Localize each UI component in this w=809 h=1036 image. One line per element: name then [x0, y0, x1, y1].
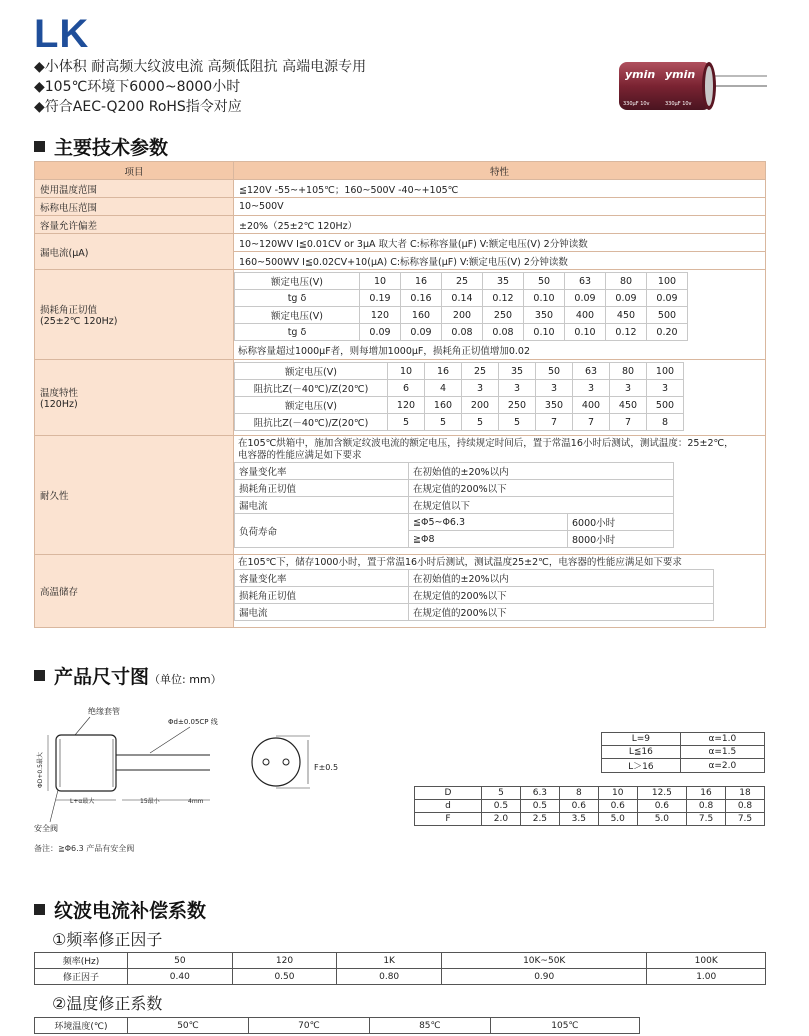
table-cell: 0.20: [647, 324, 688, 341]
top-view-circle: [252, 738, 300, 786]
table-cell: 5.0: [637, 813, 686, 826]
section-bullet-icon: [34, 670, 45, 681]
sleeve-label: 绝缘套管: [88, 707, 120, 716]
table-cell: 105℃: [490, 1018, 639, 1034]
leakage-line2: 160~500WV I≦0.02CV+10(μA) C:标称容量(μF) V:额定电压(V) 2分钟读数: [234, 252, 766, 270]
table-cell: 50: [536, 363, 573, 380]
table-cell: 10: [360, 273, 401, 290]
section-spec-title: 主要技术参数: [54, 137, 169, 159]
table-cell: 5.0: [598, 813, 637, 826]
table-cell: 0.19: [360, 290, 401, 307]
table-cell: 25: [442, 273, 483, 290]
tan-table: [234, 272, 688, 341]
table-cell: 8: [647, 414, 684, 431]
table-cell: 0.12: [606, 324, 647, 341]
table-row: [235, 380, 684, 397]
table-cell: 16: [401, 273, 442, 290]
end-row-value: 在初始值的±20%以内: [409, 463, 674, 480]
cap-label-right: 330μF 10v: [665, 101, 692, 107]
table-cell: 修正因子: [35, 969, 128, 985]
table-cell: D: [415, 787, 482, 800]
table-cell: 3: [647, 380, 684, 397]
table-cell: 频率(Hz): [35, 953, 128, 969]
table-cell: 350: [536, 397, 573, 414]
drawing-note: 备注：≧Φ6.3 产品有安全阀: [34, 844, 135, 853]
table-cell: 0.6: [598, 800, 637, 813]
table-cell: 3: [573, 380, 610, 397]
freq-subtitle: ①频率修正因子: [52, 930, 163, 949]
table-cell: 额定电压(V): [235, 307, 360, 324]
table-cell: 0.40: [128, 969, 233, 985]
table-cell: 50: [128, 953, 233, 969]
spec-table: [34, 161, 766, 628]
table-row: [235, 324, 688, 341]
table-row: [35, 969, 766, 985]
section-bullet-icon: [34, 904, 45, 915]
table-cell: 16: [687, 787, 726, 800]
end-row-label: 容量变化率: [235, 463, 409, 480]
lead-hole-2: [283, 759, 289, 765]
feature-1: ◆小体积 耐高频大纹波电流 高频低阻抗 高端电源专用: [34, 59, 367, 75]
table-cell: 7.5: [687, 813, 726, 826]
table-row: [235, 307, 688, 324]
table-cell: 25: [462, 363, 499, 380]
table-cell: 5: [462, 414, 499, 431]
temp-range-label: 使用温度范围: [35, 180, 234, 198]
table-cell: 10: [598, 787, 637, 800]
tan-label-2: (25±2℃ 120Hz): [40, 316, 118, 327]
tan-label: [35, 270, 234, 360]
table-cell: 0.09: [647, 290, 688, 307]
tempchar-label-1: 温度特性: [40, 388, 79, 399]
table-row: [35, 953, 766, 969]
table-cell: 0.90: [441, 969, 646, 985]
table-row: [235, 273, 688, 290]
alpha-table: [601, 732, 765, 773]
table-cell: 18: [725, 787, 764, 800]
tan-note: 标称容量超过1000μF者，则每增加1000μF，损耗角正切值增加0.02: [238, 346, 531, 357]
end-row-value: 在规定值的200%以下: [409, 480, 674, 497]
table-cell: 500: [647, 307, 688, 324]
table-cell: 0.10: [565, 324, 606, 341]
table-cell: 0.50: [232, 969, 337, 985]
table-cell: 120: [388, 397, 425, 414]
tempchar-label: [35, 360, 234, 436]
table-cell: 7: [536, 414, 573, 431]
end-row-label: 漏电流: [235, 497, 409, 514]
table-cell: 70℃: [248, 1018, 369, 1034]
table-cell: 500: [647, 397, 684, 414]
table-cell: 250: [483, 307, 524, 324]
table-cell: 120: [360, 307, 401, 324]
table-cell: 0.5: [520, 800, 559, 813]
table-cell: L＞16: [602, 759, 681, 773]
temp-table: [34, 1017, 640, 1034]
section-ripple-title: 纹波电流补偿系数: [54, 900, 207, 922]
lead2-label: 4mm: [188, 798, 204, 805]
table-cell: 1.00: [647, 969, 766, 985]
table-cell: 6.3: [520, 787, 559, 800]
table-cell: α=2.0: [680, 759, 764, 773]
table-cell: 450: [606, 307, 647, 324]
life-hours: 8000小时: [568, 531, 674, 548]
cap-brand: ymin: [625, 68, 656, 81]
table-cell: tg δ: [235, 290, 360, 307]
table-cell: 3: [462, 380, 499, 397]
feature-3: ◆符合AEC-Q200 RoHS指令对应: [34, 99, 242, 115]
table-cell: 16: [425, 363, 462, 380]
table-cell: 0.09: [606, 290, 647, 307]
table-cell: 250: [499, 397, 536, 414]
table-cell: 85℃: [369, 1018, 490, 1034]
table-row: [602, 733, 765, 746]
table-cell: 50℃: [128, 1018, 249, 1034]
endurance-table: [234, 462, 674, 548]
table-cell: 63: [573, 363, 610, 380]
table-cell: F: [415, 813, 482, 826]
storage-row-label: 损耗角正切值: [235, 587, 409, 604]
table-row: [235, 363, 684, 380]
product-title: LK: [34, 12, 90, 56]
end-row-label: 损耗角正切值: [235, 480, 409, 497]
table-cell: 3: [610, 380, 647, 397]
table-cell: 450: [610, 397, 647, 414]
table-cell: 0.08: [442, 324, 483, 341]
table-cell: 80: [610, 363, 647, 380]
table-cell: 0.6: [637, 800, 686, 813]
table-row: [415, 787, 765, 800]
table-cell: L=9: [602, 733, 681, 746]
table-cell: 400: [573, 397, 610, 414]
table-cell: 160: [401, 307, 442, 324]
table-cell: 0.80: [337, 969, 442, 985]
table-cell: 35: [499, 363, 536, 380]
table-cell: 环境温度(℃): [35, 1018, 128, 1034]
wire-label: Φd±0.05CP 线: [168, 718, 218, 726]
life-hours: 6000小时: [568, 514, 674, 531]
table-cell: 0.5: [482, 800, 521, 813]
freq-table: [34, 952, 766, 985]
dim-table: [414, 786, 765, 826]
table-cell: 额定电压(V): [235, 363, 388, 380]
life-size: ≦Φ5~Φ6.3: [409, 514, 568, 531]
table-row: [235, 290, 688, 307]
spec-head-item: 项目: [35, 162, 234, 180]
table-row: [415, 813, 765, 826]
tempchar-label-2: (120Hz): [40, 399, 78, 410]
spec-head-char: 特性: [234, 162, 766, 180]
table-cell: 2.5: [520, 813, 559, 826]
storage-row-label: 容量变化率: [235, 570, 409, 587]
table-cell: 阻抗比Z(－40℃)/Z(20℃): [235, 414, 388, 431]
table-cell: 120: [232, 953, 337, 969]
storage-row-label: 漏电流: [235, 604, 409, 621]
table-cell: 12.5: [637, 787, 686, 800]
table-cell: 200: [442, 307, 483, 324]
table-cell: 0.12: [483, 290, 524, 307]
table-cell: 200: [462, 397, 499, 414]
section-bullet-icon: [34, 141, 45, 152]
table-cell: 50: [524, 273, 565, 290]
storage-intro: 在105℃下，储存1000小时，置于常温16小时后测试，测试温度25±2℃，电容器的性能应满足如下要求: [238, 557, 682, 568]
tempchar-table: [234, 362, 684, 431]
table-cell: 额定电压(V): [235, 397, 388, 414]
storage-label: 高温储存: [35, 555, 234, 628]
endurance-label: 耐久性: [35, 436, 234, 555]
table-cell: 8: [559, 787, 598, 800]
cap-label-left: 330μF 10v: [623, 101, 650, 107]
table-cell: 0.09: [565, 290, 606, 307]
capacitor-image: [615, 58, 770, 114]
table-cell: d: [415, 800, 482, 813]
table-row: [235, 414, 684, 431]
table-cell: 160: [425, 397, 462, 414]
table-cell: tg δ: [235, 324, 360, 341]
table-cell: 0.8: [687, 800, 726, 813]
table-row: [35, 1018, 640, 1034]
life-label: 负荷寿命: [235, 514, 409, 548]
voltage-label: 标称电压范围: [35, 198, 234, 216]
table-row: [235, 397, 684, 414]
table-cell: 5: [388, 414, 425, 431]
table-cell: 0.09: [401, 324, 442, 341]
table-cell: 1K: [337, 953, 442, 969]
lead-label: 15最小: [140, 798, 160, 805]
table-cell: 3: [536, 380, 573, 397]
table-cell: 0.10: [524, 324, 565, 341]
len-label: L+α最大: [70, 798, 95, 805]
table-cell: 100: [647, 273, 688, 290]
storage-row-value: 在规定值的200%以下: [409, 587, 714, 604]
table-cell: 100: [647, 363, 684, 380]
table-cell: 10K~50K: [441, 953, 646, 969]
tolerance-value: ±20%（25±2℃ 120Hz）: [234, 216, 766, 234]
storage-row-value: 在初始值的±20%以内: [409, 570, 714, 587]
table-cell: 5: [425, 414, 462, 431]
section-dim-unit: （单位: mm）: [149, 673, 222, 686]
feature-2: ◆105℃环境下6000~8000小时: [34, 79, 241, 95]
table-cell: 0.10: [524, 290, 565, 307]
table-cell: 0.09: [360, 324, 401, 341]
table-row: [602, 746, 765, 759]
table-row: [602, 759, 765, 773]
temp-range-value: ≦120V -55~+105℃；160~500V -40~+105℃: [234, 180, 766, 198]
table-cell: α=1.0: [680, 733, 764, 746]
table-cell: 3.5: [559, 813, 598, 826]
vent-label: 安全阀: [34, 824, 58, 833]
table-cell: 7: [610, 414, 647, 431]
temp-subtitle: ②温度修正系数: [52, 994, 163, 1013]
leakage-label: 漏电流(μA): [35, 234, 234, 270]
table-cell: 80: [606, 273, 647, 290]
section-spec-heading: [34, 133, 168, 160]
endurance-intro-2: 电容器的性能应满足如下要求: [238, 450, 362, 461]
table-cell: 5: [482, 787, 521, 800]
table-cell: 4: [425, 380, 462, 397]
table-cell: 100K: [647, 953, 766, 969]
voltage-value: 10~500V: [234, 198, 766, 216]
leakage-line1: 10~120WV I≦0.01CV or 3μA 取大者 C:标称容量(μF) V:额定电压(V) 2分钟读数: [234, 234, 766, 252]
table-cell: 0.6: [559, 800, 598, 813]
dimension-drawing: [30, 700, 380, 840]
storage-table: [234, 569, 714, 621]
dia-label: ΦD+0.5最大: [37, 752, 44, 788]
table-cell: 7: [573, 414, 610, 431]
end-row-value: 在规定值以下: [409, 497, 674, 514]
endurance-intro-1: 在105℃烘箱中，施加含额定纹波电流的额定电压，持续规定时间后，置于常温16小时后测试，测试温度：25±2℃，: [238, 438, 734, 449]
cap-brand-2: ymin: [665, 68, 696, 81]
table-row: [415, 800, 765, 813]
storage-row-value: 在规定值的200%以下: [409, 604, 714, 621]
f-label: F±0.5: [314, 763, 339, 772]
lead-hole-1: [263, 759, 269, 765]
table-cell: 0.8: [725, 800, 764, 813]
table-cell: 35: [483, 273, 524, 290]
tolerance-label: 容量允许偏差: [35, 216, 234, 234]
table-cell: L≦16: [602, 746, 681, 759]
section-dim-title: 产品尺寸图: [54, 666, 150, 688]
table-cell: 63: [565, 273, 606, 290]
table-cell: 6: [388, 380, 425, 397]
table-cell: α=1.5: [680, 746, 764, 759]
life-size: ≧Φ8: [409, 531, 568, 548]
table-cell: 阻抗比Z(－40℃)/Z(20℃): [235, 380, 388, 397]
table-cell: 额定电压(V): [235, 273, 360, 290]
section-ripple-heading: [34, 896, 206, 923]
tan-label-1: 损耗角正切值: [40, 305, 98, 316]
table-cell: 0.16: [401, 290, 442, 307]
table-cell: 2.0: [482, 813, 521, 826]
table-cell: 0.08: [483, 324, 524, 341]
table-cell: 350: [524, 307, 565, 324]
table-cell: 7.5: [725, 813, 764, 826]
table-cell: 3: [499, 380, 536, 397]
section-dim-heading: [34, 662, 222, 689]
table-cell: 5: [499, 414, 536, 431]
table-cell: 0.14: [442, 290, 483, 307]
table-cell: 400: [565, 307, 606, 324]
table-cell: 10: [388, 363, 425, 380]
